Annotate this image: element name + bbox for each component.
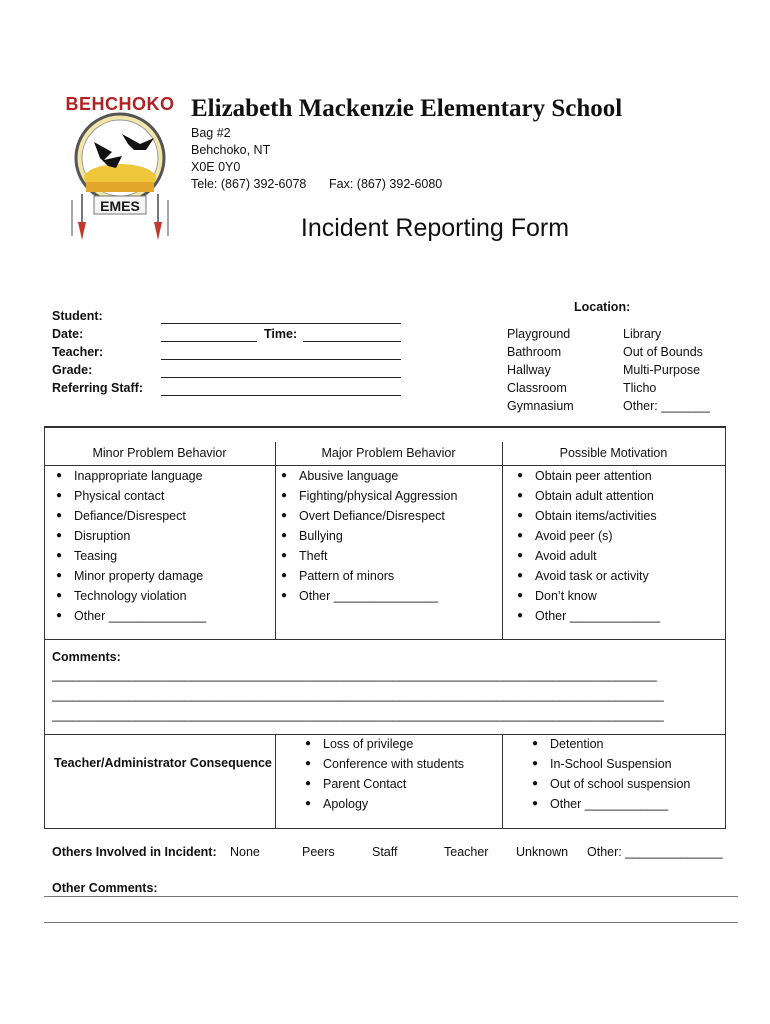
teacher-label: Teacher: (52, 345, 104, 359)
consequence-list-2 (526, 734, 690, 814)
list-item[interactable]: ● Fighting/physical Aggression (275, 486, 457, 506)
fax: Fax: (867) 392-6080 (329, 177, 443, 191)
location-option[interactable]: Other: _______ (623, 399, 710, 413)
address-line3: X0E 0Y0 (191, 160, 241, 174)
consequence-divider-1 (275, 734, 276, 828)
list-item[interactable]: ● Other _______________ (275, 586, 457, 606)
list-item[interactable]: ● Theft (275, 546, 457, 566)
list-item[interactable]: ● Overt Defiance/Disrespect (275, 506, 457, 526)
list-item[interactable]: ● Pattern of minors (275, 566, 457, 586)
student-label: Student: (52, 309, 103, 323)
list-item[interactable]: ● Obtain peer attention (511, 466, 660, 486)
list-item[interactable]: ● Other ______________ (50, 606, 206, 626)
list-item[interactable]: ● Out of school suspension (526, 774, 690, 794)
list-item[interactable]: ● Teasing (50, 546, 206, 566)
others-option-staff[interactable]: Staff (372, 845, 398, 859)
consequence-bottom-border (44, 828, 726, 829)
list-item[interactable]: ● Avoid task or activity (511, 566, 660, 586)
student-field[interactable] (161, 323, 401, 324)
address-line1: Bag #2 (191, 126, 231, 140)
comments-label: Comments: (52, 650, 121, 664)
grade-label: Grade: (52, 363, 93, 377)
address-line2: Behchoko, NT (191, 143, 271, 157)
motivation-header: Possible Motivation (559, 446, 668, 460)
minor-behavior-list (50, 466, 206, 626)
referring-staff-label: Referring Staff: (52, 381, 143, 395)
consequence-label: Teacher/Administrator Consequence (54, 756, 272, 770)
date-field[interactable] (161, 341, 257, 342)
list-item[interactable]: ● Don’t know (511, 586, 660, 606)
list-item[interactable]: ● Physical contact (50, 486, 206, 506)
others-involved-label: Others Involved in Incident: (52, 845, 217, 859)
list-item[interactable]: ● Inappropriate language (50, 466, 206, 486)
list-item[interactable]: ● Bullying (275, 526, 457, 546)
teacher-field[interactable] (161, 359, 401, 360)
other-comments-label: Other Comments: (52, 881, 158, 895)
list-item[interactable]: ● Obtain adult attention (511, 486, 660, 506)
form-title: Incident Reporting Form (300, 214, 570, 242)
telephone: Tele: (867) 392-6078 (191, 177, 307, 191)
list-item[interactable]: ● Conference with students (299, 754, 464, 774)
location-option[interactable]: Hallway (507, 363, 551, 377)
table-left-border (44, 426, 45, 828)
table-bottom-border (44, 639, 726, 640)
table-right-border (725, 426, 726, 828)
location-option[interactable]: Bathroom (507, 345, 562, 359)
comments-line-3[interactable]: ________________________________________________________________________________________ (52, 708, 664, 722)
list-item[interactable]: ● Avoid adult (511, 546, 660, 566)
location-option[interactable]: Playground (507, 327, 571, 341)
others-option-other[interactable]: Other: ______________ (587, 845, 723, 859)
comments-line-2[interactable]: ________________________________________________________________________________________ (52, 688, 664, 702)
others-option-unknown[interactable]: Unknown (516, 845, 569, 859)
consequence-divider-2 (502, 734, 503, 828)
motivation-list (511, 466, 660, 626)
logo-top-text: BEHCHOKO (65, 94, 175, 114)
list-item[interactable]: ● Detention (526, 734, 690, 754)
list-item[interactable]: ● Other ____________ (526, 794, 690, 814)
location-col1 (507, 325, 574, 415)
referring-staff-field[interactable] (161, 395, 401, 396)
list-item[interactable]: ● Technology violation (50, 586, 206, 606)
others-option-teacher[interactable]: Teacher (444, 845, 489, 859)
date-label: Date: (52, 327, 84, 341)
other-comments-line-1[interactable] (44, 896, 738, 897)
list-item[interactable]: ● Abusive language (275, 466, 457, 486)
list-item[interactable]: ● Minor property damage (50, 566, 206, 586)
list-item[interactable]: ● Parent Contact (299, 774, 464, 794)
list-item[interactable]: ● In-School Suspension (526, 754, 690, 774)
location-option[interactable]: Classroom (507, 381, 567, 395)
location-option[interactable]: Out of Bounds (623, 345, 703, 359)
comments-line-1[interactable]: _______________________________________________________________________________________ (52, 668, 657, 682)
table-divider-2 (502, 442, 503, 639)
consequence-list-1 (299, 734, 464, 814)
location-option[interactable]: Gymnasium (507, 399, 574, 413)
location-option[interactable]: Library (623, 327, 662, 341)
time-field[interactable] (303, 341, 401, 342)
location-label: Location: (574, 300, 631, 314)
list-item[interactable]: ● Obtain items/activities (511, 506, 660, 526)
location-option[interactable]: Multi-Purpose (623, 363, 701, 377)
others-option-none[interactable]: None (230, 845, 260, 859)
grade-field[interactable] (161, 377, 401, 378)
list-item[interactable]: ● Avoid peer (s) (511, 526, 660, 546)
location-col2 (623, 325, 710, 415)
table-top-border (44, 426, 726, 428)
school-name: Elizabeth Mackenzie Elementary School (191, 95, 623, 122)
location-option[interactable]: Tlicho (623, 381, 657, 395)
others-option-peers[interactable]: Peers (302, 845, 335, 859)
list-item[interactable]: ● Loss of privilege (299, 734, 464, 754)
list-item[interactable]: ● Other _____________ (511, 606, 660, 626)
time-label: Time: (264, 327, 298, 341)
logo-bottom-text: EMES (100, 198, 140, 214)
major-behavior-header: Major Problem Behavior (321, 446, 456, 460)
minor-behavior-header: Minor Problem Behavior (92, 446, 227, 460)
major-behavior-list (275, 466, 457, 606)
list-item[interactable]: ● Apology (299, 794, 464, 814)
list-item[interactable]: ● Defiance/Disrespect (50, 506, 206, 526)
list-item[interactable]: ● Disruption (50, 526, 206, 546)
other-comments-line-2[interactable] (44, 922, 738, 923)
